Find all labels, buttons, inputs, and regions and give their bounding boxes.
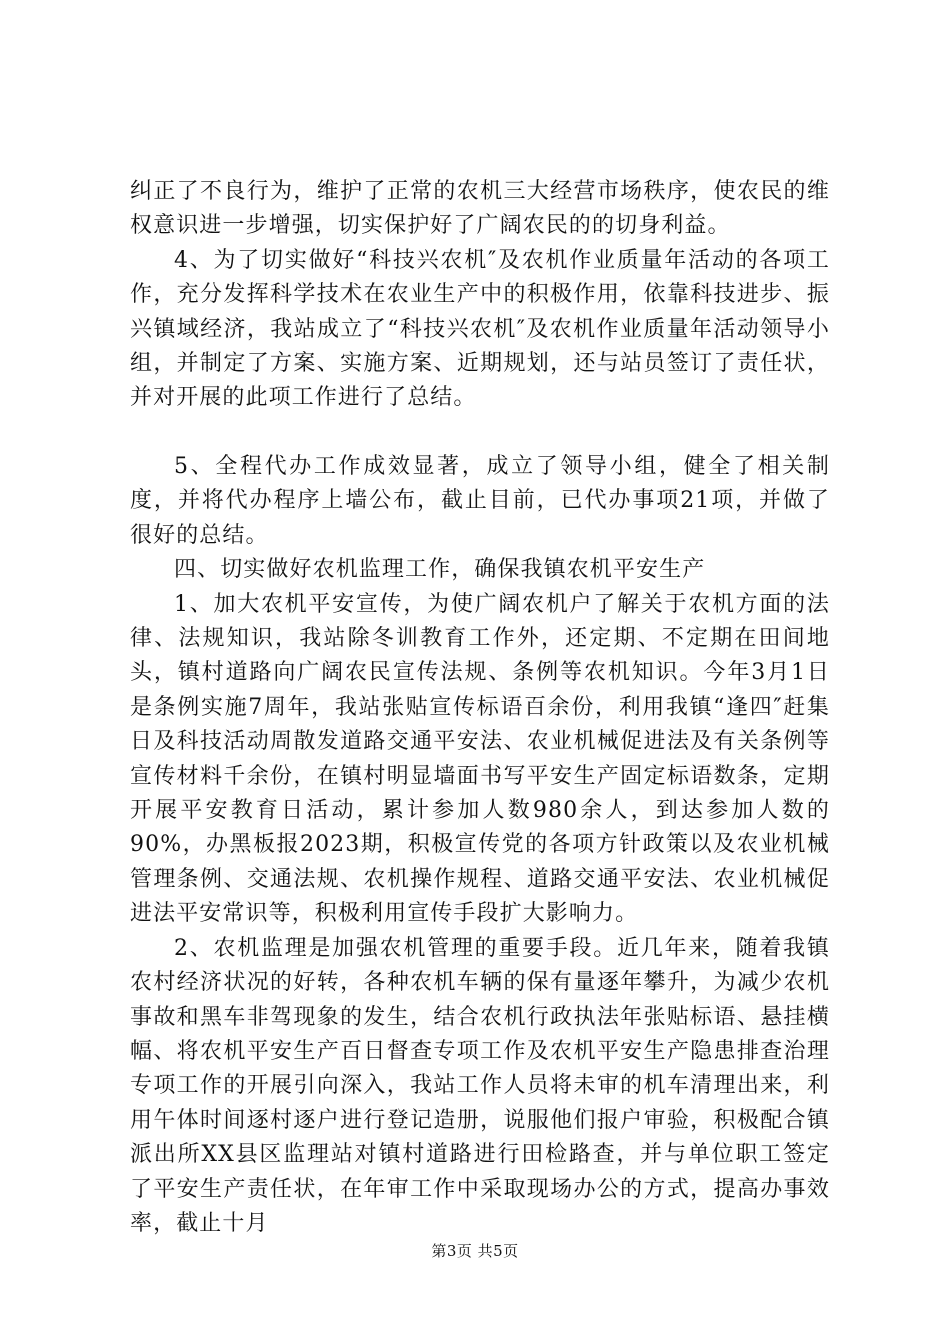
- paragraph-item-1: 1、加大农机平安宣传，为使广阔农机户了解关于农机方面的法律、法规知识，我站除冬训教育工作外，还定期、不定期在田间地头，镇村道路向广阔农民宣传法规、条例等农机知识。今年3月1日是条例实施7周年，我站张贴宣传标语百余份，利用我镇“逢四″赶集日及科技活动周散发道路交通平安法、农业机械促进法及有关条例等宣传材料千余份，在镇村明显墙面书写平安生产固定标语数条，定期开展平安教育日活动，累计参加人数980余人，到达参加人数的90%，办黑板报2023期，积极宣传党的各项方针政策以及农业机械管理条例、交通法规、农机操作规程、道路交通平安法、农业机械促进法平安常识等，积极利用宣传手段扩大影响力。: [130, 591, 830, 927]
- page-number-footer: 第3页 共5页: [431, 1242, 519, 1260]
- paragraph-item-5: 5、全程代办工作成效显著，成立了领导小组，健全了相关制度，并将代办程序上墙公布，截止目前，已代办事项21项，并做了很好的总结。: [130, 454, 830, 548]
- text-block-bottom: [130, 450, 830, 1241]
- text-block-top: [130, 175, 830, 416]
- section-heading-4: 四、切实做好农机监理工作，确保我镇农机平安生产: [174, 557, 706, 583]
- paragraph-continued: 纠正了不良行为，维护了正常的农机三大经营市场秩序，使农民的维权意识进一步增强，切实保护好了广阔农民的的切身利益。: [130, 179, 830, 239]
- paragraph-item-4: 4、为了切实做好“科技兴农机″及农机作业质量年活动的各项工作，充分发挥科学技术在农业生产中的积极作用，依靠科技进步、振兴镇域经济，我站成立了“科技兴农机″及农机作业质量年活动领导小组，并制定了方案、实施方案、近期规划，还与站员签订了责任状，并对开展的此项工作进行了总结。: [130, 247, 830, 411]
- paragraph-item-2: 2、农机监理是加强农机管理的重要手段。近几年来，随着我镇农村经济状况的好转，各种农机车辆的保有量逐年攀升，为减少农机事故和黑车非驾现象的发生，结合农机行政执法年张贴标语、悬挂横幅、将农机平安生产百日督查专项工作及农机平安生产隐患排查治理专项工作的开展引向深入，我站工作人员将未审的机车清理出来，利用午体时间逐村逐户进行登记造册，说服他们报户审验，积极配合镇派出所XX县区监理站对镇村道路进行田检路查，并与单位职工签定了平安生产责任状，在年审工作中采取现场办公的方式，提高办事效率，截止十月: [130, 935, 830, 1236]
